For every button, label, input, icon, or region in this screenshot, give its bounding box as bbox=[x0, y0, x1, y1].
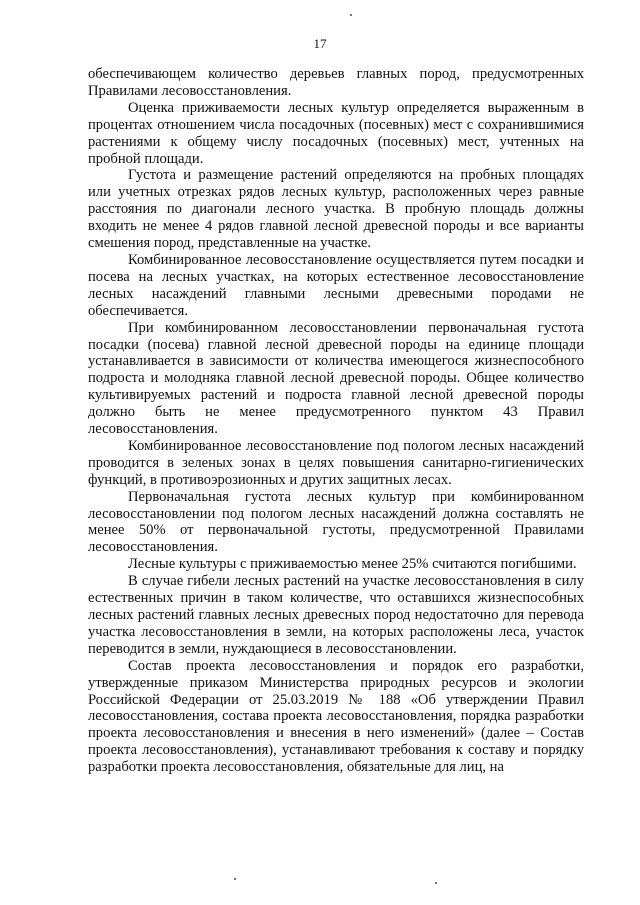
document-body bbox=[88, 66, 584, 776]
paragraph-plant-death: В случае гибели лесных растений на участке лесовосстановления в силу естественных причин в таком количестве, что оставшихся жизнеспособных лесных растений главных лесных древесных пород недостаточно для перевода участка лесовосстановления в земли, на которых расположены леса, участок переводится в земли, нуждающиеся в лесовосстановлении. bbox=[88, 573, 584, 657]
scan-speck bbox=[435, 882, 437, 884]
scan-speck bbox=[234, 878, 236, 880]
page-number: 17 bbox=[313, 36, 327, 51]
paragraph-combined-definition: Комбинированное лесовосстановление осуществляется путем посадки и посева на лесных участках, на которых естественное лесовосстановление лесных насаждений главными лесными древесными породами не обеспечивается. bbox=[88, 251, 584, 319]
paragraph-project-composition: Состав проекта лесовосстановления и порядок его разработки, утвержденные приказом Министерства природных ресурсов и экологии Российской Федерации от 25.03.2019 № 188 «Об утверждении Правил лесовосстановления, состава проекта лесовосстановления, порядка разработки проекта лесовосстановления и внесения в него изменений» (далее – Состав проекта лесовосстановления), устанавливают требования к составу и порядку разработки проекта лесовосстановления, обязательные для лиц, на bbox=[88, 657, 584, 776]
paragraph-density-placement: Густота и размещение растений определяются на пробных площадях или учетных отрезках рядов лесных культур, расположенных через равные расстояния по диагонали лесного участка. В пробную площадь должны входить не менее 4 рядов главной лесной древесной породы и все варианты смешения пород, представленные на участке. bbox=[88, 167, 584, 252]
paragraph-under-canopy: Комбинированное лесовосстановление под пологом лесных насаждений проводится в зеленых зонах в целях повышения санитарно-гигиенических функций, в противоэрозионных и других защитных лесах. bbox=[88, 437, 584, 488]
paragraph-survival-assessment: Оценка приживаемости лесных культур определяется выраженным в процентах отношением числа посадочных (посевных) мест с сохранившимися растениями к общему числу посадочных (посевных) мест, учтенных на пробной площади. bbox=[88, 99, 584, 167]
paragraph-combined-density: При комбинированном лесовосстановлении первоначальная густота посадки (посева) главной лесной древесной породы на единице площади устанавливается в зависимости от количества имеющегося жизнеспособного подроста и молодняка главной лесной древесной породы. Общее количество культивируемых растений и подроста главной лесной древесной породы должно быть не менее предусмотренного пунктом 43 Правил лесовосстановления. bbox=[88, 319, 584, 438]
scan-speck bbox=[350, 14, 352, 16]
paragraph-continuation: обеспечивающем количество деревьев главных пород, предусмотренных Правилами лесовосстановления. bbox=[88, 66, 584, 99]
paragraph-dead-cultures: Лесные культуры с приживаемостью менее 25% считаются погибшими. bbox=[128, 556, 577, 573]
paragraph-initial-density: Первоначальная густота лесных культур при комбинированном лесовосстановлении под пологом лесных насаждений должна составлять не менее 50% от первоначальной густоты, предусмотренной Правилами лесовосстановления. bbox=[88, 488, 584, 556]
